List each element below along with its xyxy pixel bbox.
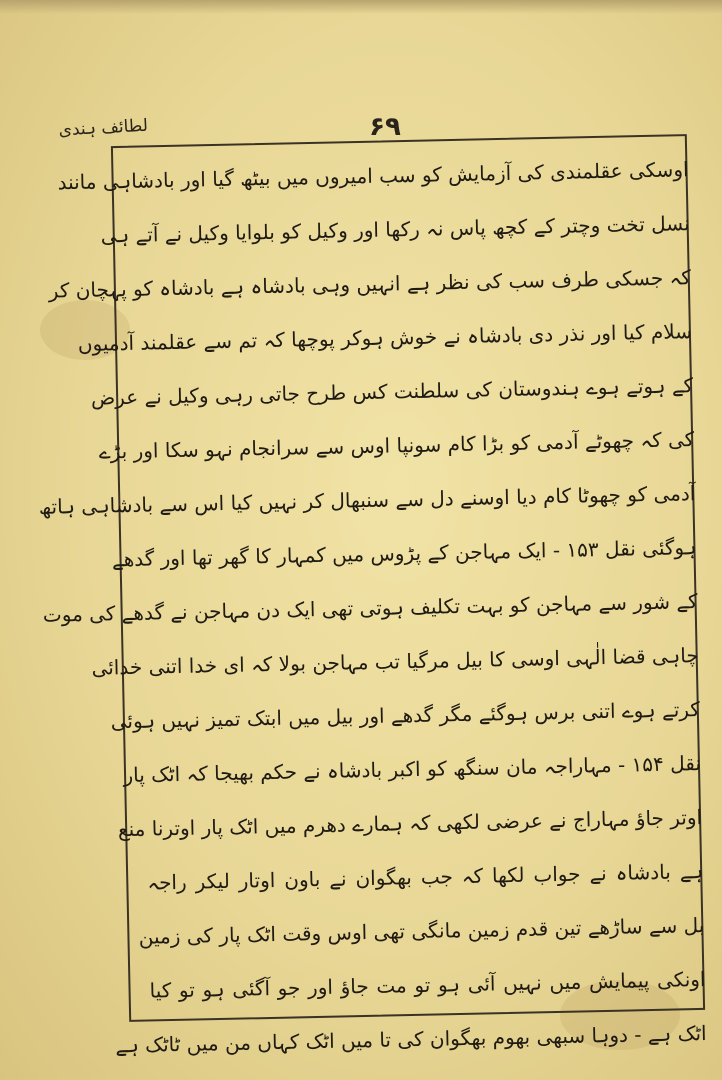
- text-line: اوسکی عقلمندی کی آزمایش کو سب امیروں میں بیٹھ گیا اور بادشاہی مانند: [57, 157, 689, 195]
- text-line: کی کہ چھوٹے آدمی کو بڑا کام سونپا اوس سے سرانجام نہو سکا اور بڑے: [98, 427, 695, 464]
- page-top-shadow: [0, 0, 722, 14]
- text-line: آدمی کو چھوٹا کام دیا اوسنے دل سے سنبھال کر نہیں کیا اس سے بادشاہی ہاتھ: [38, 481, 696, 519]
- text-line: نقل ۱۵۴ - مہاراجہ مان سنگھ کو اکبر بادشاہ نے حکم بھیجا کہ اٹک پار: [123, 751, 702, 788]
- text-line: اٹک ہے - دوہا سبھی بھوم بھگوان کی تا میں اٹک کہاں من میں ٹاٹک ہے: [115, 1020, 707, 1058]
- body-text: [38, 142, 707, 1071]
- text-line: کے ہوتے ہوے ہندوستان کی سلطنت کس طرح جاتی رہی وکیل نے عرض: [90, 373, 694, 410]
- text-line: چاہی قضا الٰہی اوسی کا بیل مرگیا تب مہاجن بولا کہ ای خدا اتنی خدائی: [91, 643, 699, 680]
- text-line: بل سے ساڑھے تین قدم زمین مانگی تھی اوس وقت اٹک پار کی زمین: [138, 913, 705, 949]
- text-line: کہ جسکی طرف سب کی نظر ہے انہیں وہی بادشاہ ہے بادشاہ کو پہچان کر: [48, 265, 692, 303]
- running-head: لطائف ہندی: [58, 115, 149, 141]
- page-number: ۶۹: [369, 112, 401, 142]
- text-line: کرتے ہوے اتنی برس ہوگئے مگر گدھے اور بیل میں ابتک تمیز نہیں ہوئی: [110, 697, 701, 734]
- text-line: نسل تخت وچتر کے کچھ پاس نہ رکھا اور وکیل کو بلوایا وکیل نے آتے ہی: [100, 211, 690, 248]
- text-line: کے شور سے مہاجن کو بہت تکلیف ہوتی تھی ایک دن مہاجن نے گدھے کی موت: [42, 589, 698, 627]
- text-line: ہے بادشاہ نے جواب لکھا کہ جب بھگوان نے باون اوتار لیکر راجہ: [147, 859, 704, 895]
- text-line: اونکی پیمایش میں نہیں آئی ہو تو مت جاؤ اور جو آگئی ہو تو کیا: [149, 966, 706, 1003]
- text-line: سلام کیا اور نذر دی بادشاہ نے خوش ہوکر پوچھا کہ تم سے عقلمند آدمیوں: [77, 319, 693, 356]
- text-line: ہوگئی نقل ۱۵۳ - ایک مہاجن کے پڑوس میں کمہار کا گھر تھا اور گدھے: [111, 535, 697, 572]
- text-line: اوتر جاؤ مہاراج نے عرضی لکھی کہ ہمارے دھرم میں اٹک پار اوترنا منع: [117, 805, 703, 842]
